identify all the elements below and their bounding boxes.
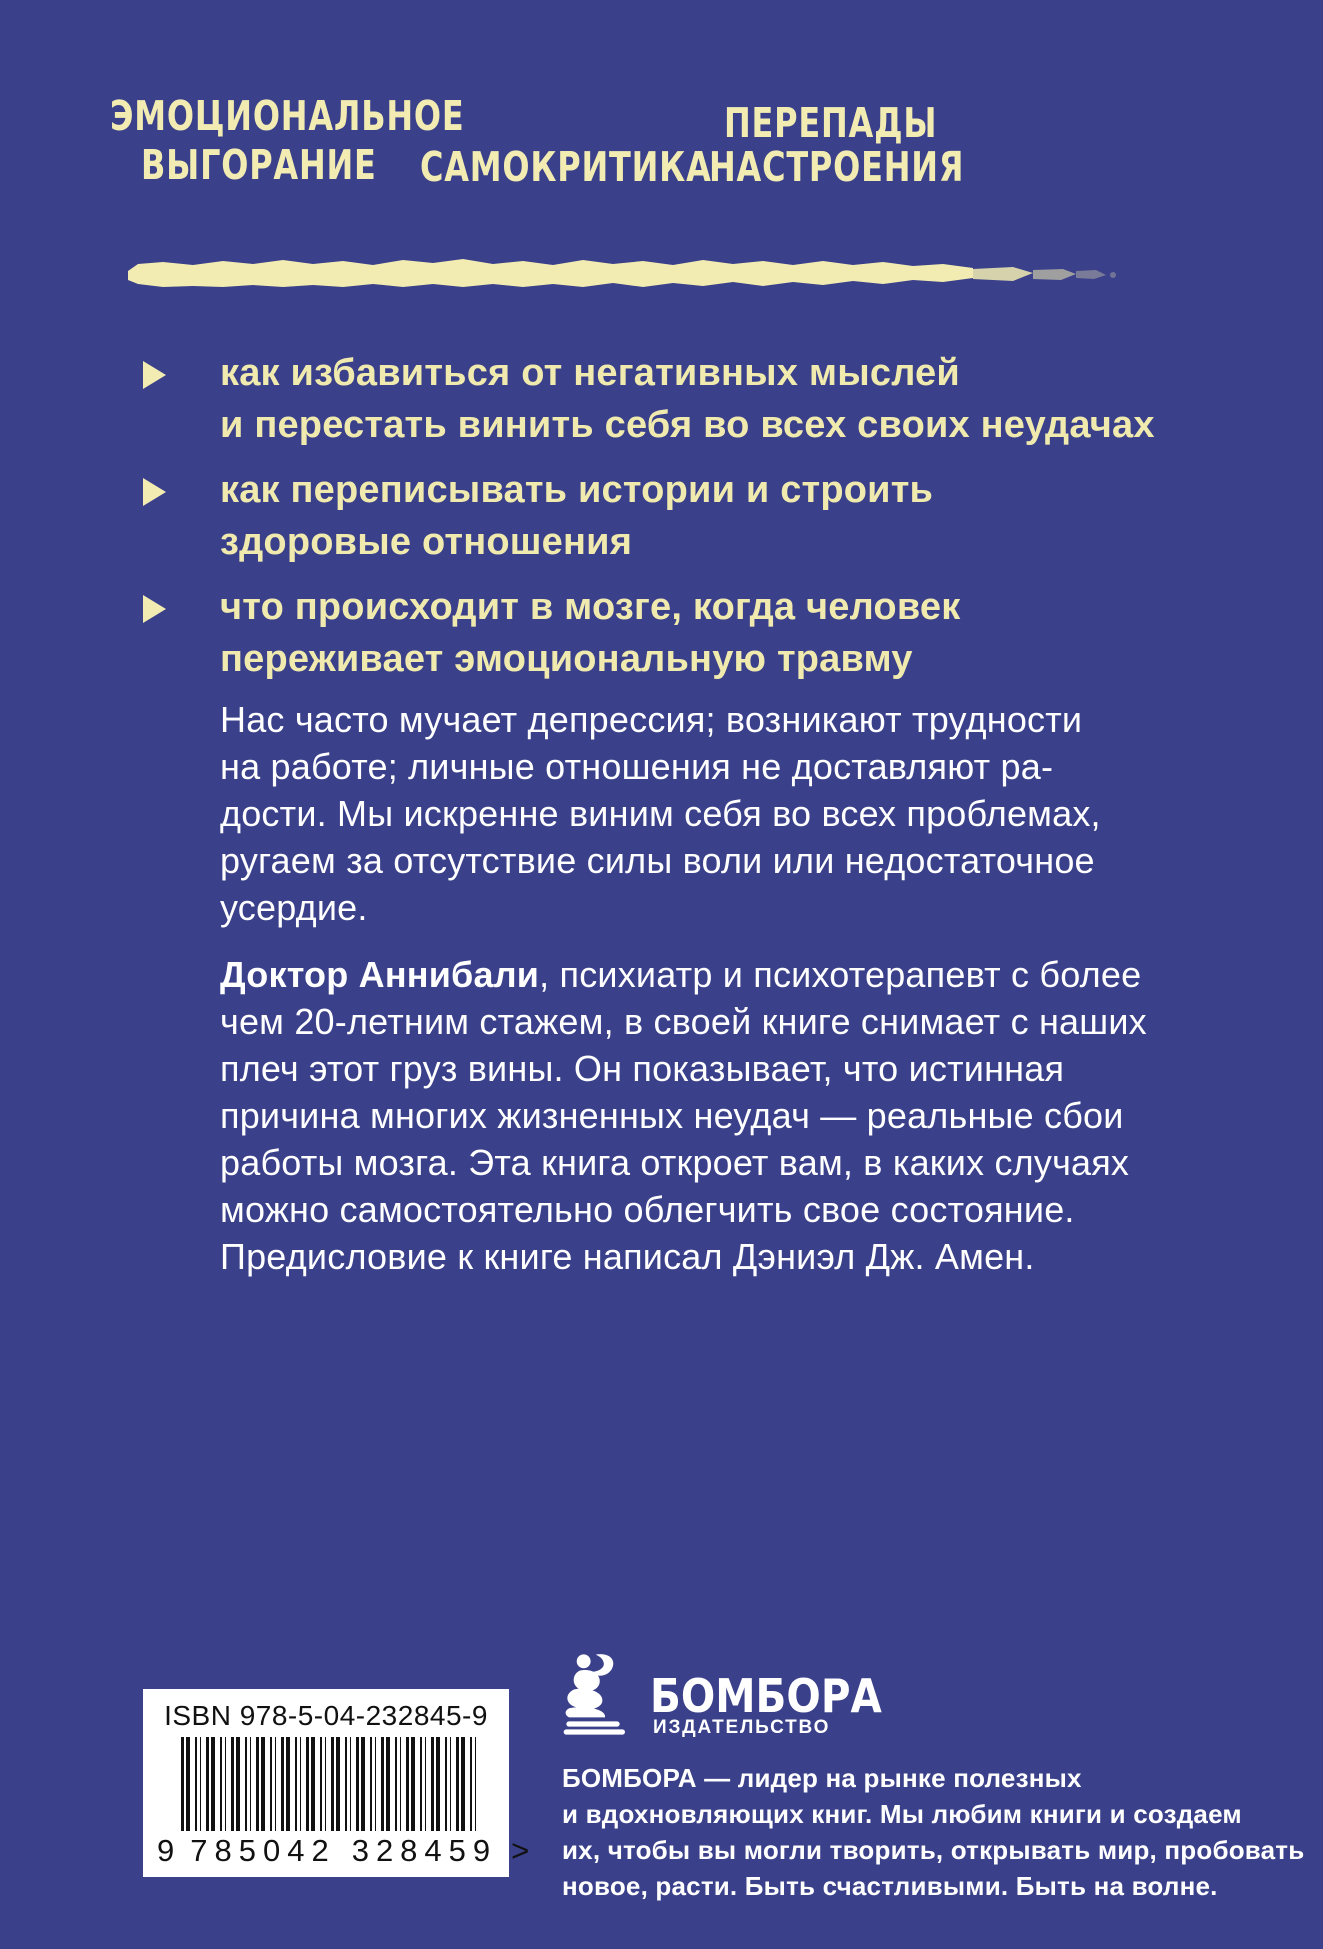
text-line: работы мозга. Эта книга откроет вам, в каких случаях: [220, 1142, 1130, 1183]
text-line: как переписывать истории и строить: [220, 469, 934, 511]
barcode-digit-left: 9: [157, 1833, 175, 1868]
barcode-digit-group1: 785042: [190, 1833, 336, 1868]
author-paragraph: [220, 951, 1180, 1280]
triangle-bullet-icon: [143, 361, 166, 389]
text-line: и перестать винить себя во всех своих неудачах: [220, 404, 1155, 446]
text-line: здоровые отношения: [220, 521, 633, 563]
triangle-bullet-icon: [143, 595, 166, 623]
text-line: ругаем за отсутствие силы воли или недостаточное: [220, 840, 1095, 881]
publisher-description: [562, 1760, 1305, 1904]
brush-divider: [128, 255, 1123, 297]
text-line: как избавиться от негативных мыслей: [220, 352, 960, 394]
barcode-panel: [143, 1689, 530, 1877]
publisher-name: БОМБОРА: [650, 1669, 882, 1723]
barcode-digit-group2: 328459: [351, 1833, 498, 1868]
text-line: Нас часто мучает депрессия; возникают трудности: [220, 699, 1083, 740]
author-line1-rest: , психиатр и психотерапевт с более: [539, 954, 1142, 995]
text-line: переживает эмоциональную травму: [220, 638, 913, 680]
text-line: Предисловие к книге написал Дэниэл Дж. Амен.: [220, 1236, 1035, 1277]
text-line: БОМБОРА — лидер на рынке полезных: [562, 1763, 1082, 1793]
author-paragraph-line1: [220, 951, 1180, 998]
barcode-bars: [181, 1737, 479, 1831]
annotation-paragraph: [220, 696, 1180, 931]
keyword-burnout: ВЫГОРАНИЕ: [141, 141, 377, 189]
text-line: что происходит в мозге, когда человек: [220, 586, 961, 628]
text-line: новое, расти. Быть счастливыми. Быть на волне.: [562, 1871, 1218, 1901]
bullet-text: [220, 347, 1203, 451]
bullet-text: [220, 581, 1203, 685]
text-line: можно самостоятельно облегчить свое состояние.: [220, 1189, 1075, 1230]
author-paragraph-rest: [220, 998, 1180, 1280]
keyword-mood-line2: НАСТРОЕНИЯ: [709, 143, 965, 191]
text-line: на работе; личные отношения не доставляют ра-: [220, 746, 1054, 787]
keyword-selfcriticism: САМОКРИТИКА: [420, 143, 712, 191]
text-line: усердие.: [220, 887, 368, 928]
list-item: [143, 581, 1203, 685]
text-line: причина многих жизненных неудач — реальные сбои: [220, 1095, 1124, 1136]
triangle-bullet-icon: [143, 478, 166, 506]
barcode-digits: [143, 1831, 530, 1869]
text-line: их, чтобы вы могли творить, открывать мир, пробовать: [562, 1835, 1305, 1865]
publisher-subtitle: ИЗДАТЕЛЬСТВО: [653, 1717, 831, 1738]
isbn-label: ISBN 978-5-04-232845-9: [164, 1700, 488, 1731]
keyword-mood-line1: ПЕРЕПАДЫ: [724, 99, 938, 147]
bullet-list: [143, 347, 1203, 698]
keyword-emotional: ЭМОЦИОНАЛЬНОЕ: [110, 92, 465, 140]
barcode-end-mark: >: [511, 1833, 530, 1868]
list-item: [143, 464, 1203, 568]
list-item: [143, 347, 1203, 451]
author-name: Доктор Аннибали: [220, 954, 540, 995]
text-line: дости. Мы искренне виним себя во всех проблемах,: [220, 793, 1101, 834]
bullet-text: [220, 464, 1203, 568]
text-line: чем 20-летним стажем, в своей книге снимает с наших: [220, 1001, 1147, 1042]
surfer-on-waves-icon: [561, 1652, 641, 1740]
text-line: плеч этот груз вины. Он показывает, что истинная: [220, 1048, 1065, 1089]
text-line: и вдохновляющих книг. Мы любим книги и создаем: [562, 1799, 1242, 1829]
